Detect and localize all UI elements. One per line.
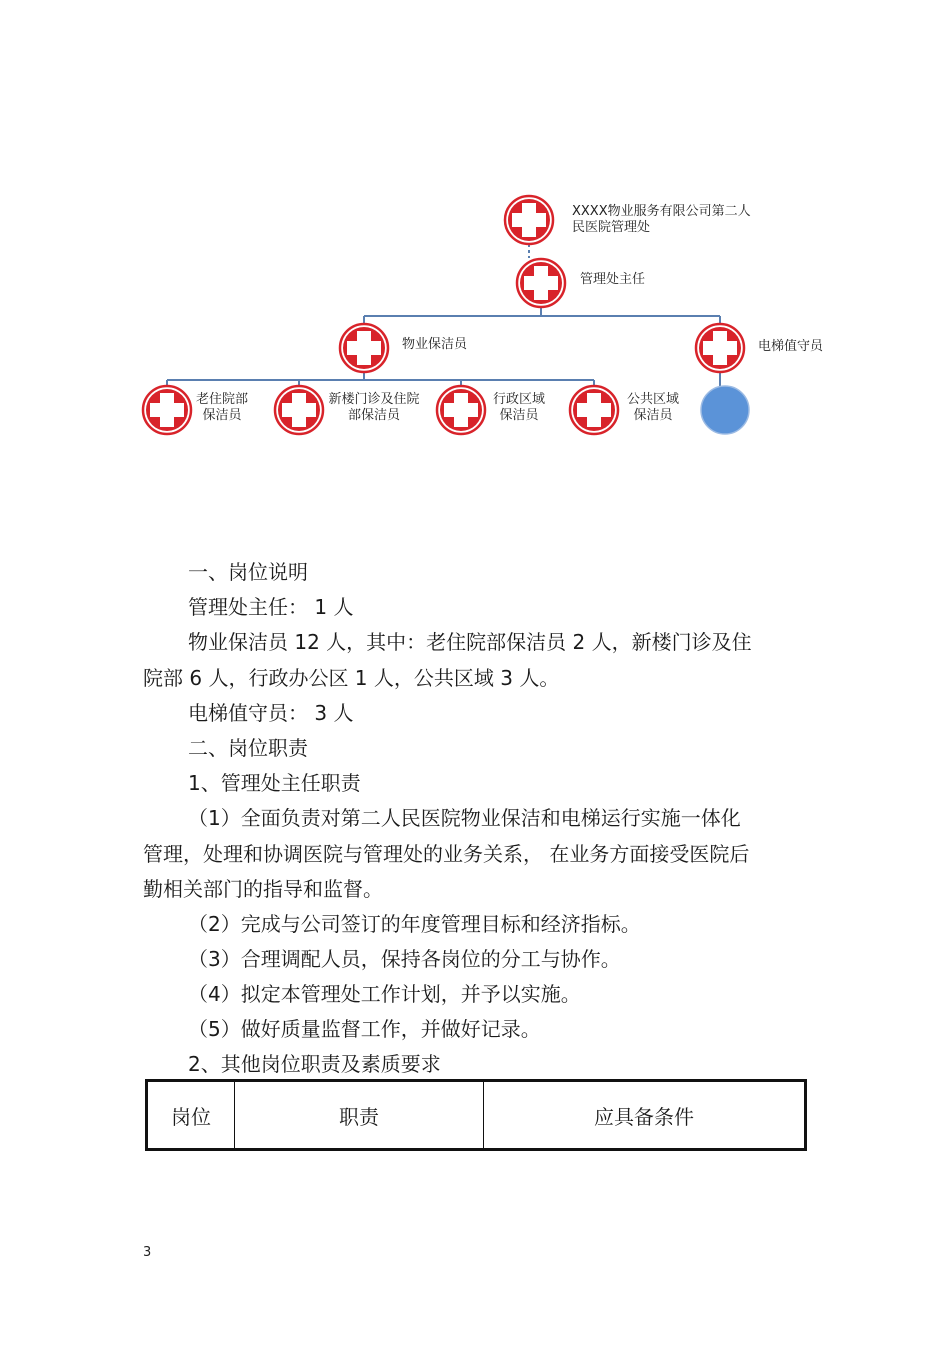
section-1-title: 一、岗位说明	[188, 560, 308, 584]
text-line: （1）全面负责对第二人民医院物业保洁和电梯运行实施一体化	[188, 806, 741, 830]
cross-icon-director	[517, 259, 565, 307]
cross-icon-sub-1	[143, 386, 191, 434]
blue-circle-node	[701, 386, 749, 434]
cross-icon-sub-3	[437, 386, 485, 434]
text-line: （3）合理调配人员，保持各岗位的分工与协作。	[188, 947, 621, 971]
sub-label-2-line2: 部保洁员	[347, 408, 400, 423]
sub-label-1-line2: 保洁员	[202, 408, 242, 423]
cross-icon-cleaner	[340, 324, 388, 372]
sub-label-1	[192, 392, 252, 424]
table-header-cell: 岗位	[147, 1081, 235, 1150]
page-number: 3	[143, 1245, 152, 1260]
text-line: （2）完成与公司签订的年度管理目标和经济指标。	[188, 912, 641, 936]
cross-icon-root	[505, 196, 553, 244]
sub-label-4-line2: 保洁员	[633, 408, 673, 423]
org-chart-connectors	[0, 0, 950, 460]
table-header-row	[147, 1081, 806, 1150]
sub-label-3-line1: 行政区域	[492, 392, 545, 407]
duties-table	[145, 1079, 807, 1151]
cross-icon-sub-4	[570, 386, 618, 434]
sub-label-1-line1: 老住院部	[195, 392, 248, 407]
director-label: 管理处主任	[580, 272, 646, 287]
sub-label-3-line2: 保洁员	[499, 408, 539, 423]
sub-label-4-line1: 公共区域	[626, 392, 679, 407]
cleaner-label: 物业保洁员	[402, 337, 468, 352]
connector-lines	[167, 244, 720, 388]
text-line: 勤相关部门的指导和监督。	[143, 877, 383, 901]
sub-label-4	[622, 392, 684, 424]
sub-label-2-line1: 新楼门诊及住院	[328, 392, 420, 407]
text-line: 院部 6 人，行政办公区 1 人，公共区域 3 人。	[143, 666, 560, 690]
text-line: （4）拟定本管理处工作计划，并予以实施。	[188, 982, 581, 1006]
elevator-label: 电梯值守员	[758, 339, 824, 354]
text-line: 管理处主任： 1 人	[188, 595, 354, 619]
section-2-title: 二、岗位职责	[188, 736, 308, 760]
sub-label-3	[488, 392, 550, 424]
org-chart	[0, 0, 950, 460]
root-label-line1: XXXX物业服务有限公司第二人	[572, 204, 751, 219]
subsection-1-title: 1、管理处主任职责	[188, 771, 361, 795]
root-label-line2: 民医院管理处	[572, 220, 651, 235]
text-line: 管理，处理和协调医院与管理处的业务关系， 在业务方面接受医院后	[143, 842, 750, 866]
table-header-cell: 应具备条件	[484, 1081, 806, 1150]
cross-icon-sub-2	[275, 386, 323, 434]
root-label	[572, 204, 751, 236]
text-line: （5）做好质量监督工作，并做好记录。	[188, 1017, 541, 1041]
subsection-2-title: 2、其他岗位职责及素质要求	[188, 1052, 441, 1076]
cross-icon-elevator	[696, 324, 744, 372]
text-line: 物业保洁员 12 人，其中：老住院部保洁员 2 人，新楼门诊及住	[188, 630, 752, 654]
sub-label-2	[326, 392, 422, 424]
text-line: 电梯值守员： 3 人	[188, 701, 354, 725]
table-header-cell: 职责	[235, 1081, 484, 1150]
